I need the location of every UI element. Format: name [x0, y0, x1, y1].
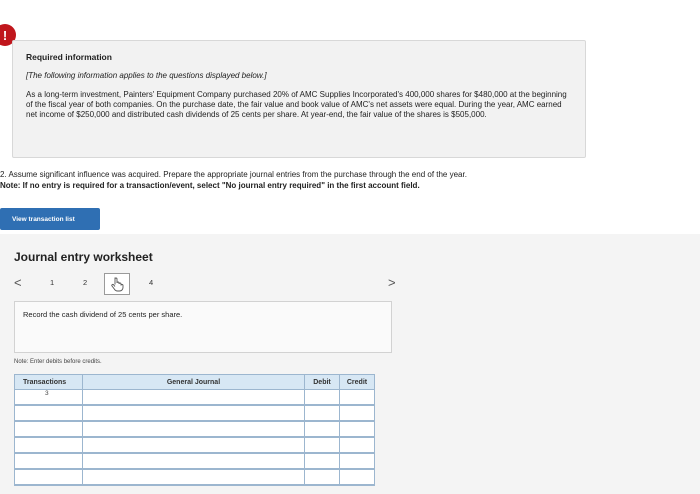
transaction-cell — [15, 453, 83, 469]
transaction-cell — [15, 421, 83, 437]
page-3-current[interactable] — [104, 273, 130, 295]
debit-field[interactable] — [305, 469, 340, 485]
question-text: Assume significant influence was acquired. Prepare the appropriate journal entries from the purchase through the end of the year. — [8, 170, 467, 179]
prev-arrow-icon[interactable]: < — [14, 275, 22, 290]
view-transaction-list-button[interactable]: View transaction list — [0, 208, 100, 230]
header-general-journal: General Journal — [83, 375, 305, 390]
header-debit: Debit — [305, 375, 340, 390]
header-transactions: Transactions — [15, 375, 83, 390]
table-row — [15, 390, 375, 406]
header-credit: Credit — [340, 375, 375, 390]
worksheet-title: Journal entry worksheet — [14, 250, 153, 264]
debit-field[interactable] — [305, 405, 340, 421]
hand-pointer-icon — [110, 276, 124, 292]
transaction-cell: 3 — [15, 390, 83, 406]
debit-field[interactable] — [305, 437, 340, 453]
journal-table — [14, 374, 375, 486]
account-field[interactable] — [83, 469, 305, 485]
transaction-cell — [15, 405, 83, 421]
page-4[interactable]: 4 — [149, 278, 154, 287]
credit-field[interactable] — [340, 421, 375, 437]
debit-credit-note: Note: Enter debits before credits. — [14, 359, 102, 365]
account-field[interactable] — [83, 405, 305, 421]
account-field[interactable] — [83, 421, 305, 437]
journal-entry-worksheet-panel — [0, 234, 700, 494]
question — [0, 169, 600, 191]
required-information-box — [12, 40, 586, 158]
transaction-cell — [15, 437, 83, 453]
account-field[interactable] — [83, 390, 305, 406]
question-line — [0, 169, 600, 180]
instruction-box — [14, 301, 392, 353]
alert-icon: ! — [0, 24, 16, 46]
table-row — [15, 469, 375, 485]
info-subtitle: [The following information applies to the questions displayed below.] — [26, 71, 267, 80]
credit-field[interactable] — [340, 405, 375, 421]
page-1[interactable]: 1 — [50, 278, 55, 287]
debit-field[interactable] — [305, 390, 340, 406]
question-number: 2. — [0, 170, 7, 179]
table-row — [15, 421, 375, 437]
table-row — [15, 453, 375, 469]
credit-field[interactable] — [340, 453, 375, 469]
question-note: Note: If no entry is required for a transaction/event, select "No journal entry required" in the first account field. — [0, 181, 420, 190]
account-field[interactable] — [83, 437, 305, 453]
instruction-text: Record the cash dividend of 25 cents per share. — [23, 310, 183, 319]
page-2[interactable]: 2 — [83, 278, 88, 287]
account-field[interactable] — [83, 453, 305, 469]
credit-field[interactable] — [340, 390, 375, 406]
credit-field[interactable] — [340, 437, 375, 453]
table-row — [15, 437, 375, 453]
credit-field[interactable] — [340, 469, 375, 485]
table-row — [15, 405, 375, 421]
debit-field[interactable] — [305, 421, 340, 437]
debit-field[interactable] — [305, 453, 340, 469]
next-arrow-icon[interactable]: > — [388, 275, 396, 290]
info-body: As a long-term investment, Painters' Equipment Company purchased 20% of AMC Supplies Incorporated's 400,000 shares for $480,000 at the beginning of the fiscal year of both companies. On the purchase date, the fair value and book value of AMC's net assets were equal. During the year, AMC earned net income of $250,000 and distributed cash dividends of 25 cents per share. At year-end, the fair value of the shares is $505,000. — [26, 90, 567, 119]
transaction-cell — [15, 469, 83, 485]
info-title: Required information — [26, 52, 112, 62]
